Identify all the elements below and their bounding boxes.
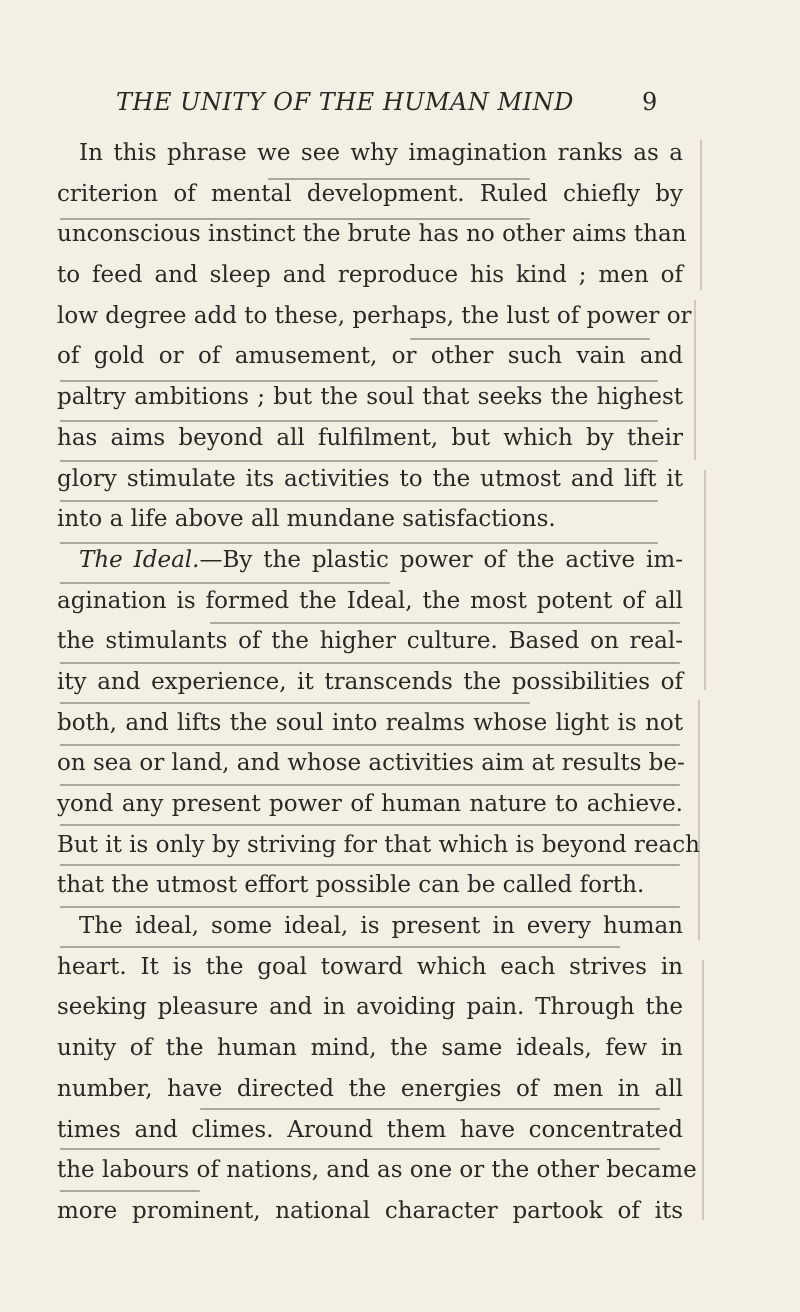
section-heading-line bbox=[57, 540, 683, 581]
margin-pencil-line bbox=[702, 960, 704, 1220]
text-line: times and climes. Around them have concentrated bbox=[57, 1116, 683, 1143]
text-line: of gold or of amusement, or other such vain and bbox=[57, 343, 683, 370]
text-line: glory stimulate its activities to the utmost and lift it bbox=[57, 465, 683, 492]
pencil-underline bbox=[60, 662, 680, 664]
running-head bbox=[0, 88, 800, 128]
pencil-underline bbox=[410, 338, 650, 340]
pencil-underline bbox=[60, 744, 680, 746]
page-number: 9 bbox=[642, 88, 658, 116]
pencil-underline bbox=[60, 420, 658, 422]
pencil-underline bbox=[60, 906, 680, 908]
text-line: that the utmost effort possible can be called forth. bbox=[57, 872, 645, 899]
margin-pencil-line bbox=[704, 470, 706, 690]
pencil-underline bbox=[60, 218, 530, 220]
text-line: unity of the human mind, the same ideals, few in bbox=[57, 1035, 683, 1062]
section-heading: The Ideal. bbox=[79, 546, 200, 573]
pencil-underline bbox=[60, 702, 530, 704]
text-line: criterion of mental development. Ruled chiefly by bbox=[57, 180, 683, 207]
text-line: number, have directed the energies of men in all bbox=[57, 1075, 683, 1102]
pencil-underline bbox=[210, 622, 680, 624]
text-line: more prominent, national character partook of its bbox=[57, 1197, 683, 1224]
text-span: —By the plastic power of the active im- bbox=[199, 546, 683, 573]
text-line: both, and lifts the soul into realms whose light is not bbox=[57, 709, 683, 736]
text-line: the stimulants of the higher culture. Based on real- bbox=[57, 628, 683, 655]
pencil-underline bbox=[60, 380, 658, 382]
text-line: unconscious instinct the brute has no other aims than bbox=[57, 221, 687, 248]
text-line: into a life above all mundane satisfactions. bbox=[57, 506, 556, 533]
text-line: heart. It is the goal toward which each strives in bbox=[57, 953, 683, 980]
text-line: agination is formed the Ideal, the most potent of all bbox=[57, 587, 683, 614]
pencil-underline bbox=[60, 460, 658, 462]
text-line: low degree add to these, perhaps, the lust of power or bbox=[57, 302, 692, 329]
pencil-underline bbox=[60, 1190, 200, 1192]
text-line: seeking pleasure and in avoiding pain. Through the bbox=[57, 994, 683, 1021]
pencil-underline bbox=[60, 582, 390, 584]
text-line: But it is only by striving for that which is beyond reach bbox=[57, 831, 700, 858]
pencil-underline bbox=[200, 1108, 660, 1110]
text-line: has aims beyond all fulfilment, but which by their bbox=[57, 424, 683, 451]
pencil-underline bbox=[268, 178, 530, 180]
text-line: the labours of nations, and as one or the other became bbox=[57, 1157, 697, 1184]
pencil-underline bbox=[60, 1148, 660, 1150]
pencil-underline bbox=[60, 542, 658, 544]
text-line: ity and experience, it transcends the possibilities of bbox=[57, 668, 683, 695]
margin-pencil-line bbox=[694, 300, 696, 460]
pencil-underline bbox=[60, 784, 680, 786]
text-line: In this phrase we see why imagination ranks as a bbox=[79, 140, 683, 166]
text-line: on sea or land, and whose activities aim at results be- bbox=[57, 750, 685, 777]
running-title: THE UNITY OF THE HUMAN MIND bbox=[116, 88, 574, 116]
margin-pencil-line bbox=[698, 700, 700, 940]
text-line: to feed and sleep and reproduce his kind ; men of bbox=[57, 262, 683, 289]
pencil-underline bbox=[60, 864, 680, 866]
body-text bbox=[57, 133, 700, 1232]
pencil-underline bbox=[60, 946, 620, 948]
text-line: paltry ambitions ; but the soul that seeks the highest bbox=[57, 384, 683, 411]
text-line: yond any present power of human nature to achieve. bbox=[57, 791, 683, 817]
margin-pencil-line bbox=[700, 140, 702, 290]
text-line: The ideal, some ideal, is present in every human bbox=[79, 913, 683, 940]
pencil-underline bbox=[60, 500, 658, 502]
pencil-underline bbox=[60, 824, 680, 826]
